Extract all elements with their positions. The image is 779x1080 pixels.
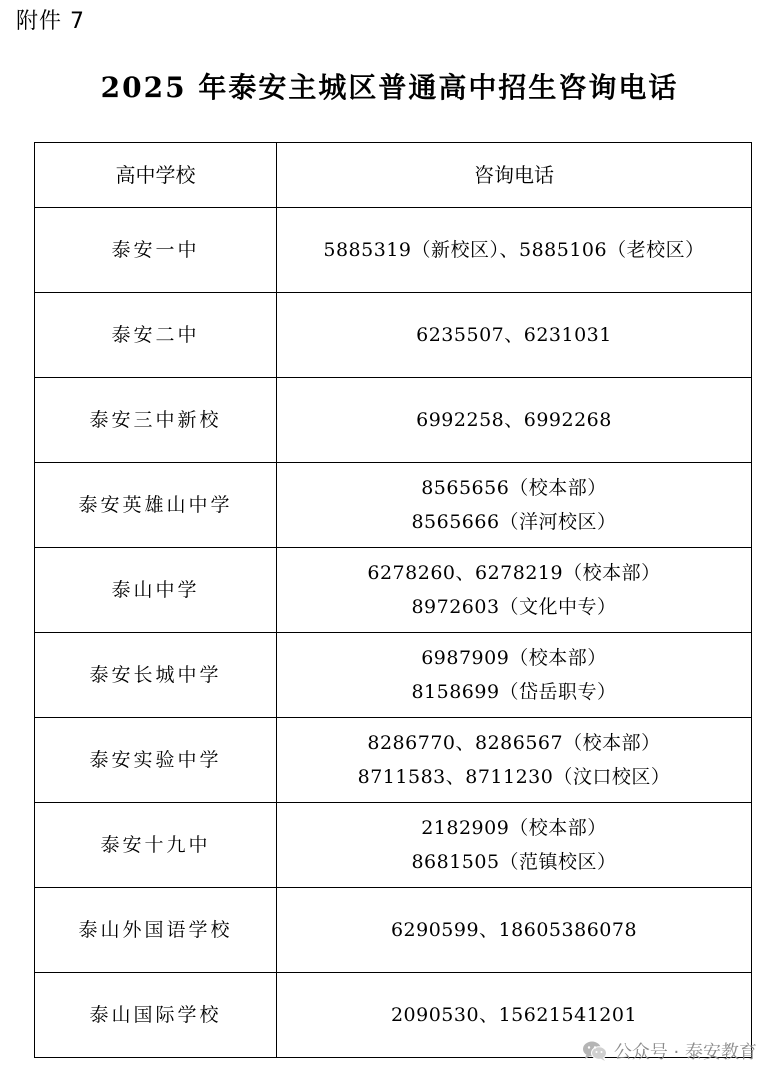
attachment-label: 附件 7	[16, 9, 85, 34]
school-name: 泰安长城中学	[35, 633, 277, 718]
phone-line: 8565656（校本部）	[421, 477, 607, 499]
table-row	[35, 378, 752, 463]
phone-cell	[277, 803, 752, 888]
school-name: 泰安十九中	[35, 803, 277, 888]
table-row	[35, 463, 752, 548]
phone-line: 8158699（岱岳职专）	[411, 681, 617, 703]
phone-cell	[277, 718, 752, 803]
table-row	[35, 548, 752, 633]
table-row	[35, 293, 752, 378]
phone-line: 2090530、15621541201	[390, 1004, 638, 1026]
school-name: 泰安二中	[35, 293, 277, 378]
phone-line: 8711583、8711230（汶口校区）	[357, 766, 671, 788]
phone-cell	[277, 208, 752, 293]
table-row	[35, 208, 752, 293]
page-title: 2025 年泰安主城区普通高中招生咨询电话	[100, 71, 679, 104]
phone-line: 6992258、6992268	[416, 409, 612, 431]
school-name: 泰安实验中学	[35, 718, 277, 803]
school-name: 泰安一中	[35, 208, 277, 293]
table-row	[35, 718, 752, 803]
table-row	[35, 888, 752, 973]
header-phone: 咨询电话	[277, 143, 752, 208]
phone-line: 8565666（洋河校区）	[411, 511, 617, 533]
phone-line: 6278260、6278219（校本部）	[367, 562, 661, 584]
school-name: 泰安三中新校	[35, 378, 277, 463]
phone-cell	[277, 378, 752, 463]
phone-line: 6290599、18605386078	[390, 919, 638, 941]
school-name: 泰安英雄山中学	[35, 463, 277, 548]
table-header-row	[35, 143, 752, 208]
phone-line: 6235507、6231031	[416, 324, 612, 346]
phone-line: 5885319（新校区）、5885106（老校区）	[323, 239, 705, 261]
school-name: 泰山外国语学校	[35, 888, 277, 973]
phone-line: 6987909（校本部）	[421, 647, 607, 669]
table-row	[35, 633, 752, 718]
phone-line: 8681505（范镇校区）	[411, 851, 617, 873]
phone-cell	[277, 293, 752, 378]
header-school: 高中学校	[35, 143, 277, 208]
watermark-text: 公众号 · 泰安教育	[613, 1042, 757, 1063]
school-name: 泰山中学	[35, 548, 277, 633]
table-row	[35, 803, 752, 888]
contact-table	[34, 142, 752, 1058]
wechat-icon	[582, 1040, 608, 1062]
phone-cell	[277, 888, 752, 973]
phone-cell	[277, 633, 752, 718]
watermark	[582, 1038, 757, 1064]
phone-line: 2182909（校本部）	[421, 817, 607, 839]
school-name: 泰山国际学校	[35, 973, 277, 1058]
phone-cell	[277, 463, 752, 548]
phone-line: 8972603（文化中专）	[411, 596, 617, 618]
phone-line: 8286770、8286567（校本部）	[367, 732, 661, 754]
phone-cell	[277, 548, 752, 633]
